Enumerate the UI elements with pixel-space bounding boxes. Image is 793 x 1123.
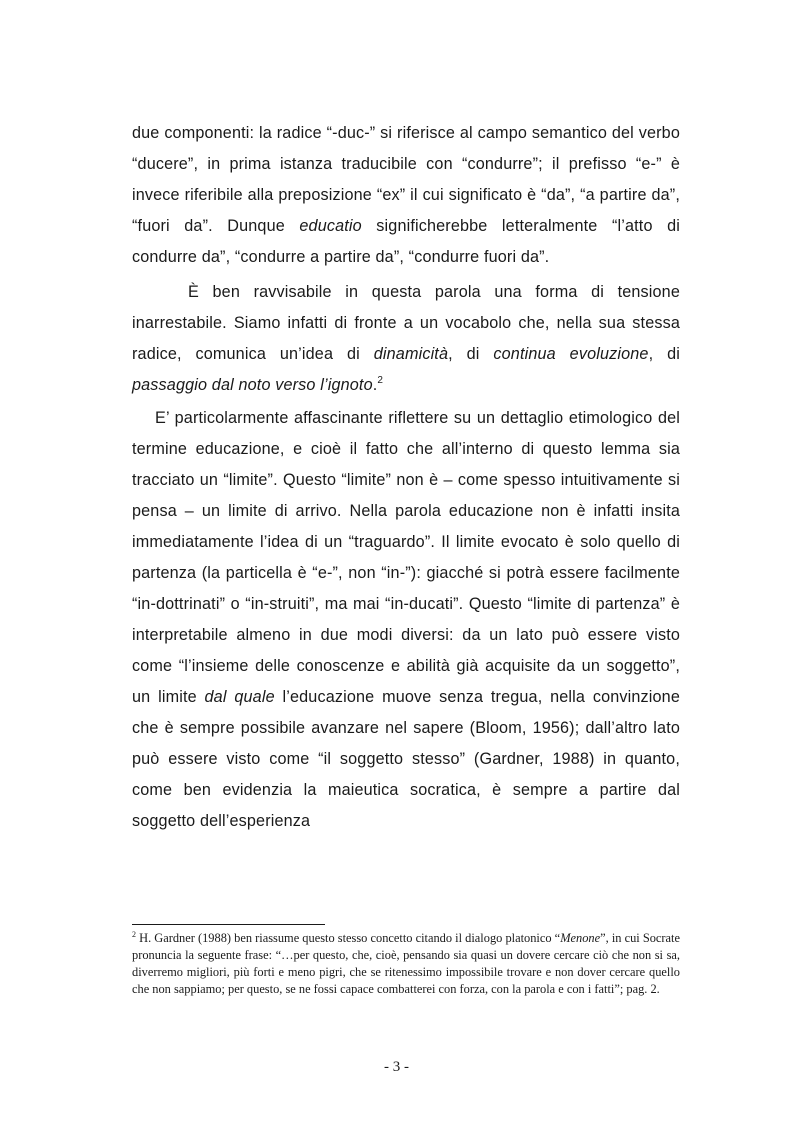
paragraph-2: [132, 277, 680, 401]
text-run: , di: [448, 345, 494, 363]
footnote-ref: 2: [132, 930, 136, 939]
paragraph-3: [132, 403, 680, 837]
italic-text: passaggio dal noto verso l’ignoto: [132, 376, 373, 394]
italic-text: dinamicità: [373, 345, 449, 363]
paragraph-1: [132, 118, 680, 273]
body-text: [132, 118, 680, 837]
italic-text: educatio: [299, 217, 362, 235]
italic-text: Menone: [560, 931, 601, 945]
page-number: - 3 -: [384, 1059, 409, 1075]
text-run: l’educazione muove senza tregua, nella convinzione che è sempre possibile avanzare nel sapere (Bloom, 1956); dall’altro lato può essere visto come “il soggetto stesso” (Gardner, 1988) in quanto, come ben evidenzia la maieutica socratica, è sempre a partire dal soggetto dell’esperienza: [132, 688, 680, 830]
text-run: .: [372, 376, 378, 394]
italic-text: dal quale: [204, 688, 275, 706]
italic-text: continua evoluzione: [493, 345, 649, 363]
text-run: , di: [648, 345, 680, 363]
text-run: È ben ravvisabile in questa parola una forma di tensione inarrestabile. Siamo infatti di fronte a un vocabolo che, nella sua stessa radice, comunica un’idea di: [132, 283, 680, 363]
text-run: H. Gardner (1988) ben riassume questo stesso concetto citando il dialogo platonico “: [136, 931, 561, 945]
text-run: ”, in cui Socrate pronuncia la seguente frase: “…per questo, che, cioè, pensando sia quasi un dovere cercare ciò che non si sa, diverremo migliori, più forti e meno pigri, che se ritenessimo impossibile trovare e non dover cercare quello che non sappiamo; per questo, se ne fossi capace combatterei con forza, con la parola e con i fatti”; pag. 2.: [132, 931, 680, 996]
text-run: significherebbe letteralmente “l’atto di condurre da”, “condurre a partire da”, “condurre fuori da”.: [132, 217, 680, 266]
footnote-2: [132, 930, 680, 998]
footnote-separator: [132, 924, 325, 925]
text-run: due componenti: la radice “-duc-” si riferisce al campo semantico del verbo “ducere”, in prima istanza traducibile con “condurre”; il prefisso “e-” è invece riferibile alla preposizione “ex” il cui significato è “da”, “a partire da”, “fuori da”. Dunque: [132, 124, 680, 235]
footnote-ref: 2: [377, 375, 384, 386]
text-run: E’ particolarmente affascinante riflettere su un dettaglio etimologico del termine educazione, e cioè il fatto che all’interno di questo lemma sia tracciato un “limite”. Questo “limite” non è – come spesso intuitivamente si pensa – un limite di arrivo. Nella parola educazione non è infatti insita immediatamente l’idea di un “traguardo”. Il limite evocato è solo quello di partenza (la particella è “e-”, non “in-”): giacché si potrà essere facilmente “in-dottrinati” o “in-struiti”, ma mai “in-ducati”. Questo “limite di partenza” è interpretabile almeno in due modi diversi: da un lato può essere visto come “l’insieme delle conoscenze e abilità già acquisite da un soggetto”, un limite: [132, 409, 680, 706]
